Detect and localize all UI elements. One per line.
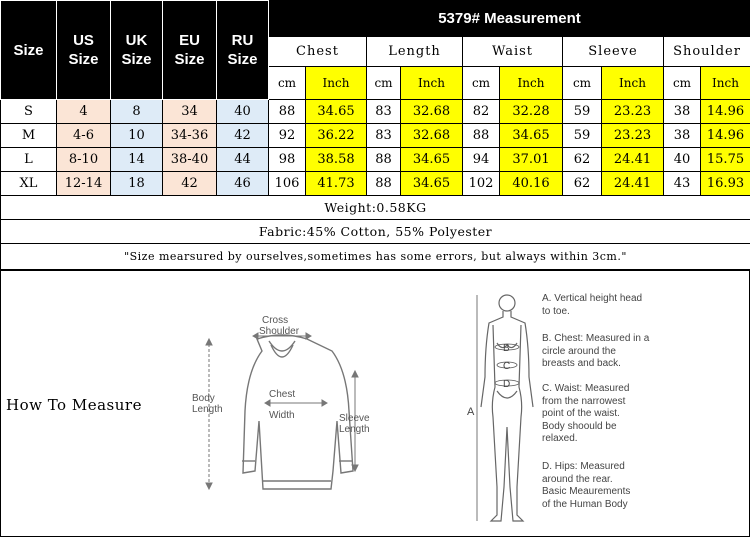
shoulder-inch-cell: 14.96 <box>701 100 750 124</box>
garment-diagram <box>187 311 377 516</box>
table-row <box>1 124 750 148</box>
sleeve-cm-cell: 62 <box>563 148 602 172</box>
col-size: Size <box>1 1 57 100</box>
group-shoulder: Shoulder <box>664 37 750 67</box>
body-length-label-2: Length <box>192 404 223 415</box>
size-cell: M <box>1 124 57 148</box>
waist-inch-cell: 37.01 <box>500 148 563 172</box>
uk-cell: 14 <box>111 148 163 172</box>
table-row <box>1 100 750 124</box>
group-length: Length <box>367 37 463 67</box>
sleeve-length-label-2: Length <box>339 424 370 435</box>
ru-cell: 42 <box>217 124 269 148</box>
col-eu-size <box>163 1 217 100</box>
chest-cm-cell: 88 <box>269 100 306 124</box>
chest-inch-cell: 36.22 <box>306 124 367 148</box>
cross-shoulder-label-2: Shoulder <box>259 326 300 337</box>
size-cell: S <box>1 100 57 124</box>
body-diagram <box>467 287 542 532</box>
shoulder-cm-cell: 38 <box>664 124 701 148</box>
shoulder-inch-cell: 14.96 <box>701 124 750 148</box>
ru-cell: 46 <box>217 172 269 196</box>
chest-inch-cell: 38.58 <box>306 148 367 172</box>
uk-label: UK Size <box>121 32 152 68</box>
table-row <box>1 148 750 172</box>
fabric-row: Fabric:45% Cotton, 55% Polyester <box>1 220 750 244</box>
uk-cell: 10 <box>111 124 163 148</box>
body-letter-d: D <box>503 379 511 390</box>
sleeve-inch-cell: 23.23 <box>602 100 664 124</box>
body-letter-a: A <box>467 406 475 418</box>
shoulder-inch-cell: 15.75 <box>701 148 750 172</box>
shoulder-cm-cell: 38 <box>664 100 701 124</box>
unit-cm: cm <box>269 67 306 100</box>
chart-title: 5379# Measurement <box>269 1 750 37</box>
legend-b: B. Chest: Measured in a circle around the breasts and back. <box>542 333 650 369</box>
waist-inch-cell: 40.16 <box>500 172 563 196</box>
shoulder-cm-cell: 43 <box>664 172 701 196</box>
waist-cm-cell: 94 <box>463 148 500 172</box>
shoulder-inch-cell: 16.93 <box>701 172 750 196</box>
col-ru-size <box>217 1 269 100</box>
sleeve-inch-cell: 23.23 <box>602 124 664 148</box>
length-cm-cell: 83 <box>367 100 401 124</box>
unit-cm: cm <box>463 67 500 100</box>
uk-cell: 8 <box>111 100 163 124</box>
unit-inch: Inch <box>306 67 367 100</box>
legend-a: A. Vertical height head to toe. <box>542 293 643 317</box>
chest-cm-cell: 98 <box>269 148 306 172</box>
us-cell: 12-14 <box>57 172 111 196</box>
legend-d: D. Hips: Measured around the rear. Basic Meaurements of the Human Body <box>542 461 631 510</box>
ru-cell: 44 <box>217 148 269 172</box>
eu-cell: 42 <box>163 172 217 196</box>
chest-cm-cell: 92 <box>269 124 306 148</box>
size-cell: L <box>1 148 57 172</box>
body-length-label: Body <box>192 393 215 404</box>
sleeve-inch-cell: 24.41 <box>602 172 664 196</box>
eu-cell: 38-40 <box>163 148 217 172</box>
length-cm-cell: 88 <box>367 172 401 196</box>
body-letter-b: B <box>503 343 510 354</box>
group-sleeve: Sleeve <box>563 37 664 67</box>
length-inch-cell: 34.65 <box>401 148 463 172</box>
us-label: US Size <box>68 32 99 68</box>
eu-label: EU Size <box>174 32 205 68</box>
unit-cm: cm <box>563 67 602 100</box>
table-row <box>1 172 750 196</box>
waist-cm-cell: 88 <box>463 124 500 148</box>
unit-inch: Inch <box>602 67 664 100</box>
eu-cell: 34 <box>163 100 217 124</box>
waist-cm-cell: 82 <box>463 100 500 124</box>
ru-cell: 40 <box>217 100 269 124</box>
weight-row: Weight:0.58KG <box>1 196 750 220</box>
sleeve-inch-cell: 24.41 <box>602 148 664 172</box>
unit-inch: Inch <box>701 67 750 100</box>
sleeve-cm-cell: 59 <box>563 124 602 148</box>
us-cell: 4-6 <box>57 124 111 148</box>
length-inch-cell: 32.68 <box>401 124 463 148</box>
waist-inch-cell: 32.28 <box>500 100 563 124</box>
eu-cell: 34-36 <box>163 124 217 148</box>
unit-cm: cm <box>367 67 401 100</box>
chest-cm-cell: 106 <box>269 172 306 196</box>
unit-inch: Inch <box>500 67 563 100</box>
legend-c: C. Waist: Measured from the narrowest point of the waist. Body shoould be relaxed. <box>542 383 630 444</box>
group-chest: Chest <box>269 37 367 67</box>
chest-inch-cell: 41.73 <box>306 172 367 196</box>
length-inch-cell: 32.68 <box>401 100 463 124</box>
size-cell: XL <box>1 172 57 196</box>
sleeve-length-label: Sleeve <box>339 413 370 424</box>
uk-cell: 18 <box>111 172 163 196</box>
ru-label: RU Size <box>227 32 258 68</box>
sleeve-cm-cell: 59 <box>563 100 602 124</box>
unit-inch: Inch <box>401 67 463 100</box>
us-cell: 8-10 <box>57 148 111 172</box>
us-cell: 4 <box>57 100 111 124</box>
length-cm-cell: 83 <box>367 124 401 148</box>
waist-inch-cell: 34.65 <box>500 124 563 148</box>
shoulder-cm-cell: 40 <box>664 148 701 172</box>
waist-cm-cell: 102 <box>463 172 500 196</box>
length-cm-cell: 88 <box>367 148 401 172</box>
how-to-measure-label: How To Measure <box>6 396 142 414</box>
cross-shoulder-label: Cross <box>262 315 289 326</box>
length-inch-cell: 34.65 <box>401 172 463 196</box>
col-uk-size <box>111 1 163 100</box>
col-us-size <box>57 1 111 100</box>
chest-width-label-2: Width <box>269 410 295 421</box>
unit-cm: cm <box>664 67 701 100</box>
sleeve-cm-cell: 62 <box>563 172 602 196</box>
chest-inch-cell: 34.65 <box>306 100 367 124</box>
measurement-note: "Size mearsured by ourselves,sometimes has some errors, but always within 3cm." <box>1 244 750 270</box>
body-letter-c: C <box>503 361 511 372</box>
chest-width-label: Chest <box>269 389 296 400</box>
how-to-measure-section <box>0 270 750 537</box>
group-waist: Waist <box>463 37 563 67</box>
